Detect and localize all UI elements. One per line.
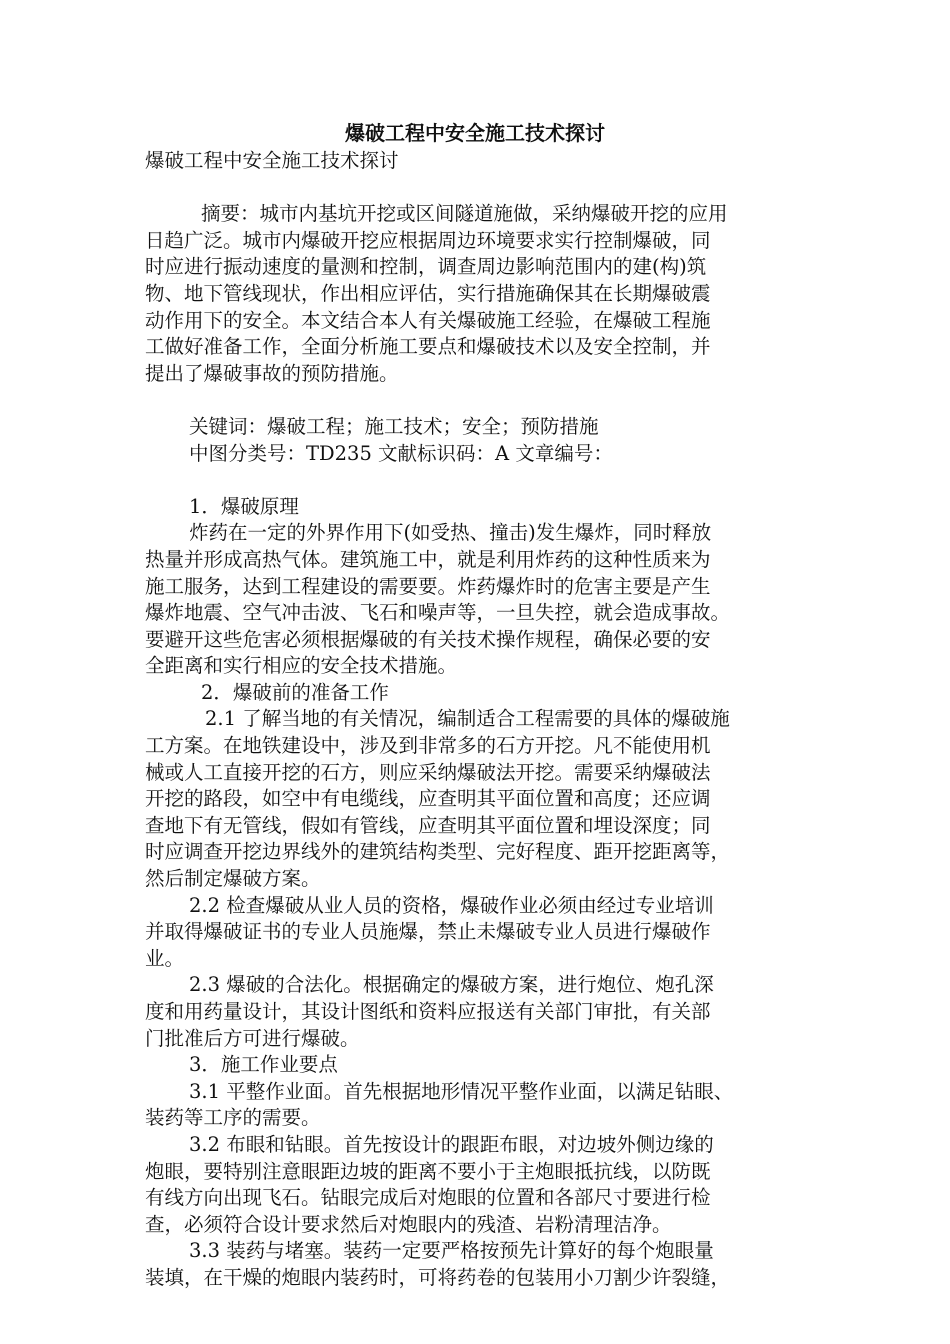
paragraph-line: 2.1 了解当地的有关情况，编制适合工程需要的具体的爆破施	[205, 707, 730, 731]
abstract-line: 摘要：城市内基坑开挖或区间隧道施做，采纳爆破开挖的应用	[201, 202, 728, 226]
paragraph-line: 并取得爆破证书的专业人员施爆，禁止未爆破专业人员进行爆破作	[145, 920, 711, 944]
document-title: 爆破工程中安全施工技术探讨	[345, 121, 605, 145]
classification: 中图分类号：TD235 文献标识码：A 文章编号：	[189, 441, 613, 465]
paragraph-line: 热量并形成高热气体。建筑施工中，就是利用炸药的这种性质来为	[145, 547, 711, 571]
spacer	[145, 175, 805, 202]
paragraph-line: 查，必须符合设计要求然后对炮眼内的残渣、岩粉清理洁净。	[145, 1212, 672, 1236]
paragraph-line: 装药等工序的需要。	[145, 1106, 321, 1130]
paragraph-line: 业。	[145, 946, 185, 970]
abstract-line: 提出了爆破事故的预防措施。	[145, 361, 399, 385]
spacer	[145, 387, 805, 414]
section-heading: 2．爆破前的准备工作	[201, 680, 389, 704]
paragraph-line: 查地下有无管线，假如有管线，应查明其平面位置和埋设深度；同	[145, 813, 711, 837]
paragraph-line: 时应调查开挖边界线外的建筑结构类型、完好程度、距开挖距离等，	[145, 840, 731, 864]
paragraph-line: 然后制定爆破方案。	[145, 867, 321, 891]
paragraph-line: 2.2 检查爆破从业人员的资格，爆破作业必须由经过专业培训	[189, 893, 714, 917]
paragraph-line: 装填，在干燥的炮眼内装药时，可将药卷的包装用小刀割少许裂缝，	[145, 1265, 731, 1289]
paragraph-line: 械或人工直接开挖的石方，则应采纳爆破法开挖。需要采纳爆破法	[145, 760, 711, 784]
paragraph-line: 3.3 装药与堵塞。装药一定要严格按预先计算好的每个炮眼量	[189, 1239, 714, 1263]
document-page	[145, 118, 805, 1292]
abstract-line: 时应进行振动速度的量测和控制，调查周边影响范围内的建(构)筑	[145, 255, 707, 279]
abstract-line: 日趋广泛。城市内爆破开挖应根据周边环境要求实行控制爆破，同	[145, 228, 711, 252]
paragraph-line: 开挖的路段，如空中有电缆线，应查明其平面位置和高度；还应调	[145, 787, 711, 811]
paragraph-line: 要避开这些危害必须根据爆破的有关技术操作规程，确保必要的安	[145, 627, 711, 651]
paragraph-line: 施工服务，达到工程建设的需要要。炸药爆炸时的危害主要是产生	[145, 574, 711, 598]
paragraph-line: 3.2 布眼和钻眼。首先按设计的跟距布眼，对边坡外侧边缘的	[189, 1132, 714, 1156]
paragraph-line: 有线方向出现飞石。钻眼完成后对炮眼的位置和各部尺寸要进行检	[145, 1186, 711, 1210]
paragraph-line: 度和用药量设计，其设计图纸和资料应报送有关部门审批，有关部	[145, 1000, 711, 1023]
abstract-line: 动作用下的安全。本文结合本人有关爆破施工经验，在爆破工程施	[145, 308, 711, 332]
document-subtitle: 爆破工程中安全施工技术探讨	[145, 149, 399, 172]
paragraph-line: 炮眼，要特别注意眼距边坡的距离不要小于主炮眼抵抗线，以防既	[145, 1159, 711, 1183]
paragraph-line: 炸药在一定的外界作用下(如受热、撞击)发生爆炸，同时释放	[189, 521, 712, 545]
body-text	[145, 494, 805, 1292]
paragraph-line: 工方案。在地铁建设中，涉及到非常多的石方开挖。凡不能使用机	[145, 734, 711, 758]
keywords: 关键词：爆破工程；施工技术；安全；预防措施	[189, 414, 599, 438]
paragraph-line: 2.3 爆破的合法化。根据确定的爆破方案，进行炮位、炮孔深	[189, 973, 714, 997]
paragraph-line: 门批准后方可进行爆破。	[145, 1026, 360, 1050]
abstract	[145, 201, 805, 387]
paragraph-line: 全距离和实行相应的安全技术措施。	[145, 654, 458, 678]
paragraph-line: 3.1 平整作业面。首先根据地形情况平整作业面，以满足钻眼、	[189, 1079, 734, 1103]
abstract-line: 物、地下管线现状，作出相应评估，实行措施确保其在长期爆破震	[145, 281, 711, 305]
abstract-line: 工做好准备工作，全面分析施工要点和爆破技术以及安全控制，并	[145, 335, 711, 359]
spacer	[145, 467, 805, 494]
paragraph-line: 爆炸地震、空气冲击波、飞石和噪声等，一旦失控，就会造成事故。	[145, 601, 731, 625]
section-heading: 3．施工作业要点	[189, 1053, 338, 1077]
section-heading: 1．爆破原理	[189, 494, 299, 518]
